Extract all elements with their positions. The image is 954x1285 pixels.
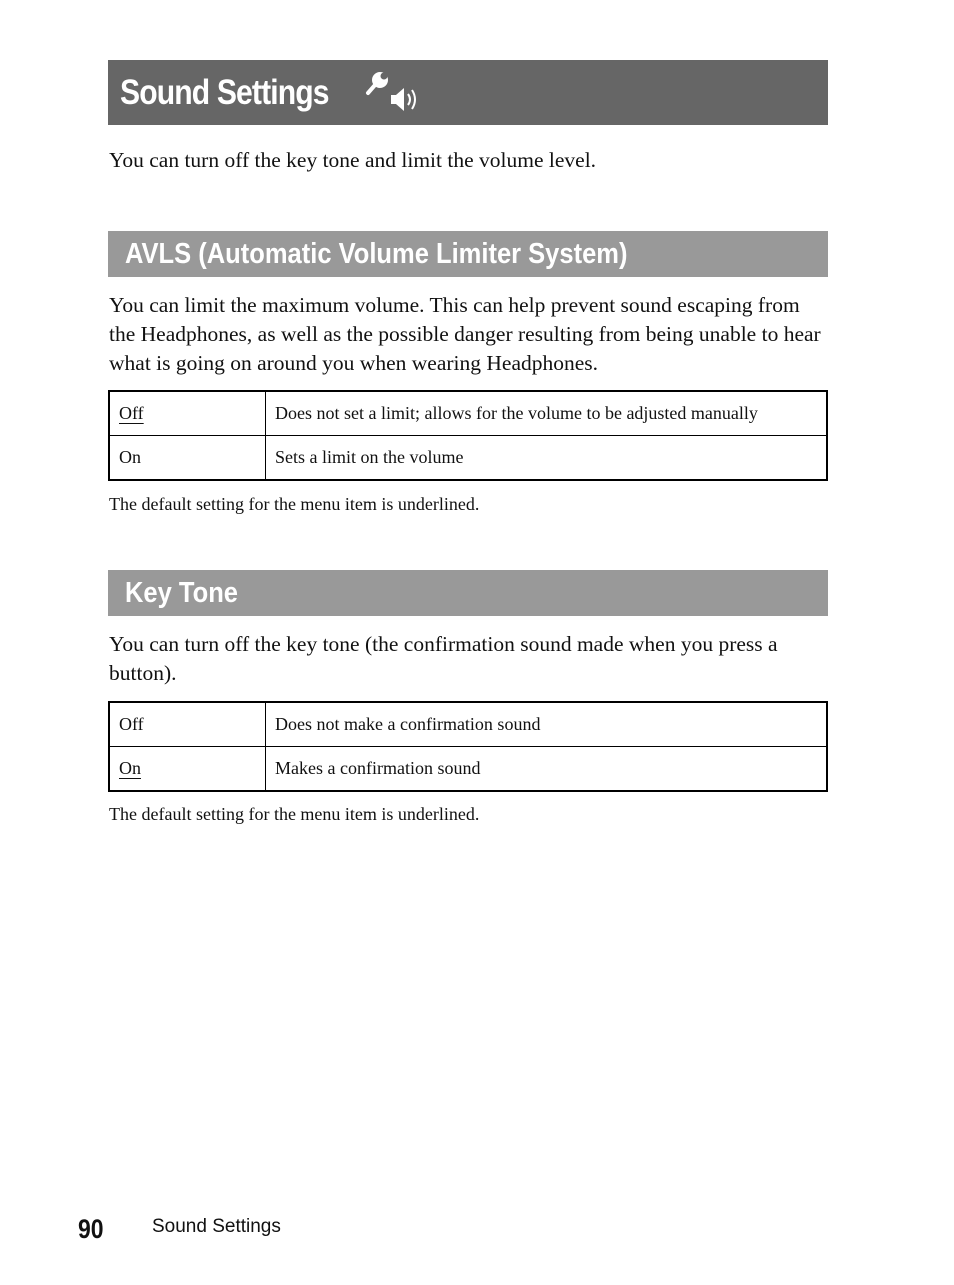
page-title-bar — [108, 60, 828, 125]
section-header-key-tone — [108, 570, 828, 616]
page-number: 90 — [78, 1214, 104, 1244]
option-label-default: On — [119, 758, 141, 778]
section-title: AVLS (Automatic Volume Limiter System) — [125, 237, 628, 270]
option-description: Does not make a confirmation sound — [266, 702, 828, 747]
options-table-avls — [108, 390, 828, 481]
table-row — [109, 702, 827, 747]
option-label-default: Off — [119, 403, 144, 423]
table-row — [109, 436, 827, 481]
section-header-avls — [108, 231, 828, 277]
section-title: Key Tone — [125, 576, 238, 609]
option-description: Makes a confirmation sound — [266, 747, 828, 792]
sound-settings-icons — [364, 68, 424, 118]
section-body-avls: You can limit the maximum volume. This can help prevent sound escaping from the Headphones, as well as the possible danger resulting from being unable to hear what is going on around you when wearing Headphones. — [109, 293, 821, 375]
option-label: Off — [119, 714, 144, 734]
wrench-icon — [368, 72, 388, 93]
default-note: The default setting for the menu item is underlined. — [109, 804, 480, 824]
intro-text: You can turn off the key tone and limit the volume level. — [109, 148, 597, 172]
table-row — [109, 747, 827, 792]
footer-section-label: Sound Settings — [152, 1216, 281, 1237]
section-body-key-tone: You can turn off the key tone (the confirmation sound made when you press a button). — [109, 632, 778, 685]
default-note: The default setting for the menu item is underlined. — [109, 494, 480, 514]
page-title: Sound Settings — [120, 72, 329, 112]
options-table-key-tone — [108, 701, 828, 792]
option-label: On — [119, 447, 141, 467]
table-row — [109, 391, 827, 436]
option-description: Sets a limit on the volume — [266, 436, 828, 481]
speaker-icon — [391, 88, 415, 111]
option-description: Does not set a limit; allows for the volume to be adjusted manually — [266, 391, 828, 436]
